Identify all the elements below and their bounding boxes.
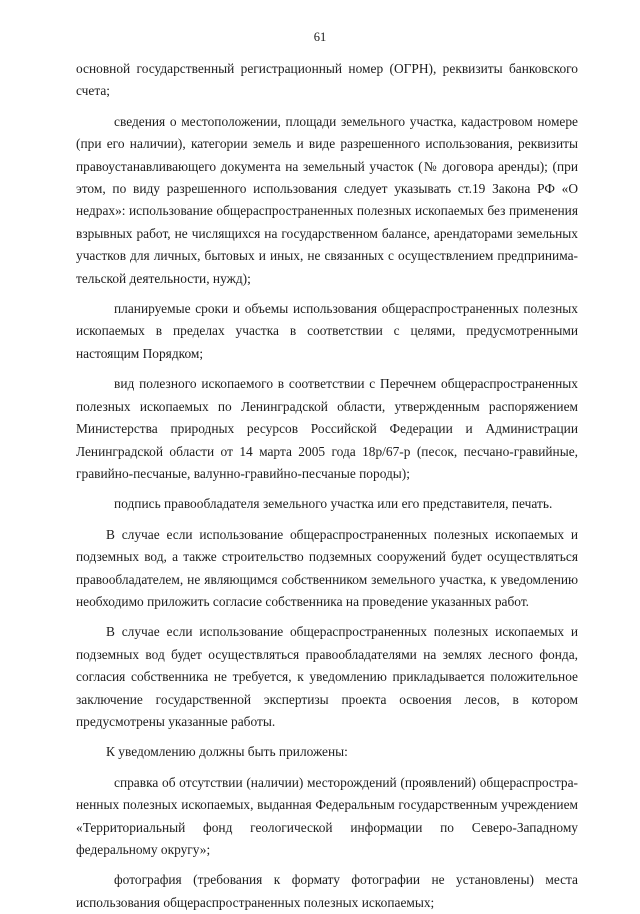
paragraph-attachments-heading: К уведомлению должны быть приложены: bbox=[106, 744, 348, 760]
paragraph-deposits-certificate: справка об отсутствии (наличии) месторождений (проявлений) общераспространенных полезных ископаемых, выданная Федеральным государственным учреждением «Территориальный фонд геологической информации по Северо-Западному федеральному округу»; bbox=[76, 774, 578, 857]
paragraph-land-plot-info: сведения о местоположении, площади земельного участка, кадастровом номере (при его наличии), категории земель и виде разрешенного использования, реквизиты правоустанавливающего документа на земельный участок (№ договора аренды); (при этом, по виду разрешенного использования следует указывать ст.19 Закона РФ «О недрах»: использование общераспространенных полезных ископаемых без применения взрывных работ, не числящихся на государственном балансе, арендаторами земельных участков для личных, бытовых и иных, не связанных с осуществлением предпринимательской деятельности, нужд); bbox=[76, 113, 578, 286]
paragraph-planned-terms: планируемые сроки и объемы использования общераспространенных полезных ископаемых в пределах участка в соответствии с целями, предусмотренными настоящим Порядком; bbox=[76, 301, 578, 361]
paragraph-signature: подпись правообладателя земельного участка или его представителя, печать. bbox=[114, 496, 553, 512]
paragraph-mineral-type: вид полезного ископаемого в соответствии с Перечнем общераспространенных полезных ископаемых по Ленинградской области, утвержденным распоряжением Министерства природных ресурсов Российской Федерации и Администрации Ленинградской области от 14 марта 2005 года 18р/67-р (песок, песчано-гравийные, гравийно-песчаные, валунно-гравийно-песчаные породы); bbox=[76, 376, 578, 481]
paragraph-ogrn-continuation: основной государственный регистрационный номер (ОГРН), реквизиты банковского счета; bbox=[76, 61, 578, 99]
paragraph-owner-consent: В случае если использование общераспространенных полезных ископаемых и подземных вод, а также строительство подземных сооружений будет осуществляться правообладателем, не являющимся собственником земельного участка, к уведомлению необходимо приложить согласие собственника на проведение указанных работ. bbox=[76, 526, 578, 609]
paragraph-forest-fund: В случае если использование общераспространенных полезных ископаемых и подземных вод будет осуществляться правообладателями на землях лесного фонда, согласия собственника не требуется, к уведомлению прикладывается положительное заключение государственной экспертизы проекта освоения лесов, в котором предусмотрены указанные работы. bbox=[76, 624, 578, 729]
paragraph-photograph: фотография (требования к формату фотографии не установлены) места использования общераспространенных полезных ископаемых; bbox=[76, 872, 578, 910]
page-number: 61 bbox=[313, 30, 327, 44]
document-body bbox=[76, 58, 578, 914]
